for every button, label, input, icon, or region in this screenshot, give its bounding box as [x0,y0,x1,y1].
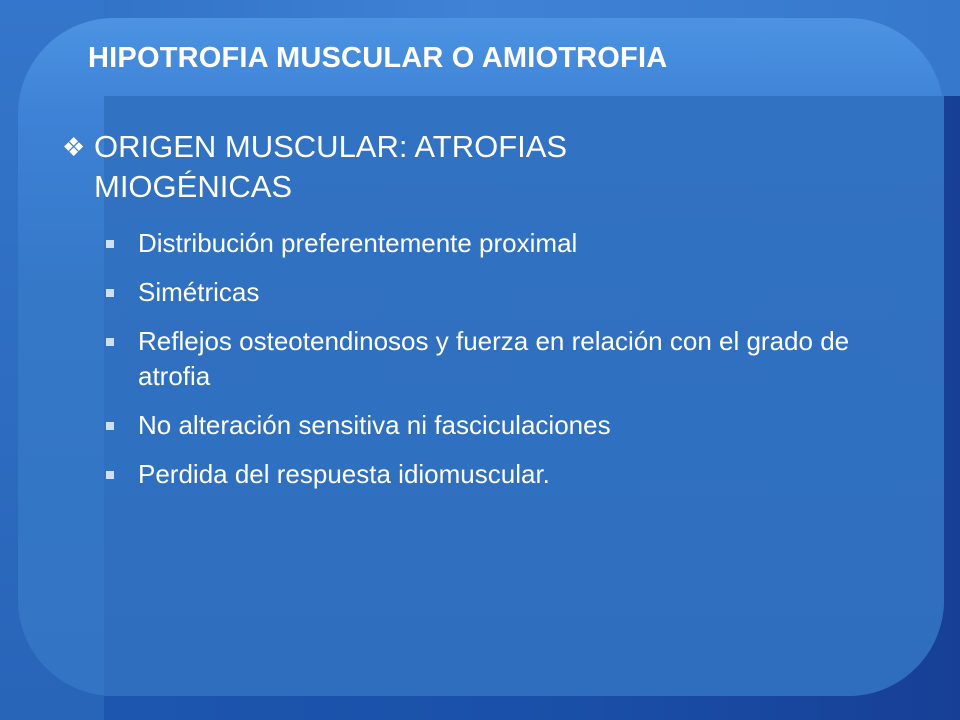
square-bullet-icon [106,471,114,479]
sub-bullet-text: Reflejos osteotendinosos y fuerza en relación con el grado de atrofia [138,326,850,391]
sub-bullet-text: Simétricas [138,277,260,307]
square-bullet-icon [106,338,114,346]
sub-bullet-text: Distribución preferentemente proximal [138,228,578,258]
list-item [106,324,916,394]
list-item [106,226,916,261]
list-item [106,457,916,492]
sub-bullet-list [106,226,916,506]
list-item [106,408,916,443]
slide-title: HIPOTROFIA MUSCULAR O AMIOTROFIA [88,42,668,74]
main-bullet-point [62,127,702,207]
square-bullet-icon [106,422,114,430]
main-bullet-line-1: ORIGEN MUSCULAR: ATROFIAS [94,129,568,164]
square-bullet-icon [106,240,114,248]
sub-bullet-text: No alteración sensitiva ni fasciculaciones [138,410,611,440]
main-bullet-text [94,127,567,207]
main-bullet-line-2: MIOGÉNICAS [94,169,293,204]
sub-bullet-text: Perdida del respuesta idiomuscular. [138,459,550,489]
diamond-bullet-icon: ❖ [62,132,86,162]
list-item [106,275,916,310]
square-bullet-icon [106,289,114,297]
